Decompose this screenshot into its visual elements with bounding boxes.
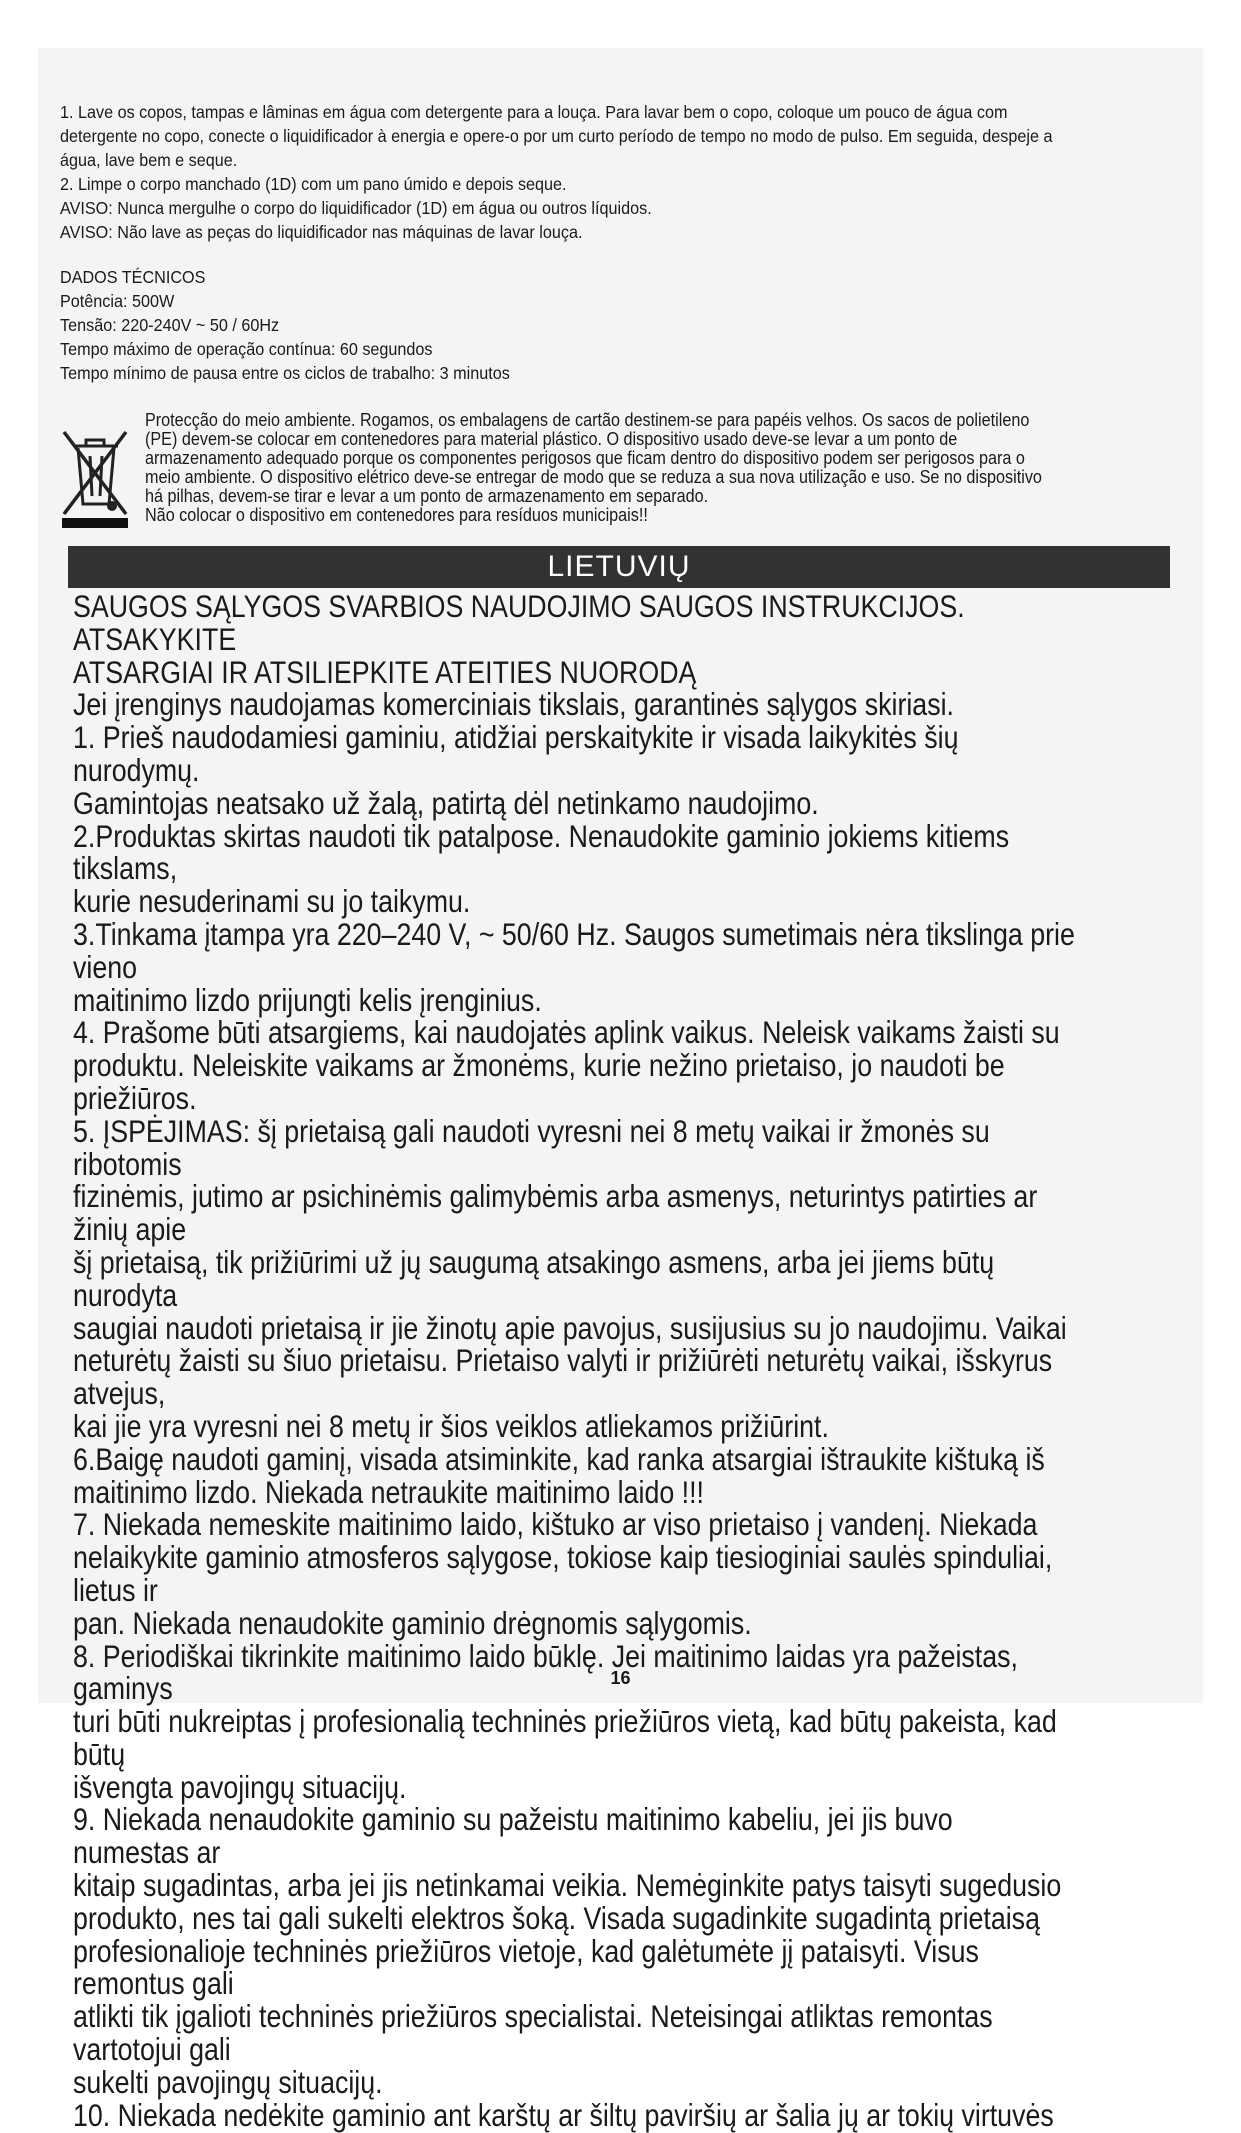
text-line: kai jie yra vyresni nei 8 metų ir šios veiklos atliekamos prižiūrint.	[73, 1407, 829, 1444]
text-line: išvengta pavojingų situacijų.	[73, 1768, 407, 1805]
text-line: (PE) devem-se colocar em contenedores para material plástico. O dispositivo usado deve-se levar a um ponto de	[145, 428, 958, 449]
section-banner	[68, 546, 1170, 588]
text-line: maitinimo lizdo. Niekada netraukite maitinimo laido !!!	[73, 1473, 704, 1510]
text-line: água, lave bem e seque.	[60, 150, 238, 170]
text-line: Protecção do meio ambiente. Rogamos, os embalagens de cartão destinem-se para papéis velhos. Os sacos de polietileno	[145, 409, 1030, 430]
warning-line: AVISO: Nunca mergulhe o corpo do liquidificador (1D) em água ou outros líquidos.	[60, 198, 652, 218]
page-number: 16	[610, 1668, 631, 1688]
text-line: 10. Niekada nedėkite gaminio ant karštų ar šiltų paviršių ar šalia jų ar tokių virtuvės	[73, 2096, 1054, 2133]
text-line: 2. Limpe o corpo manchado (1D) com um pano úmido e depois seque.	[60, 174, 567, 194]
spec-line: Tempo máximo de operação contínua: 60 segundos	[60, 339, 433, 359]
text-line: 7. Niekada nemeskite maitinimo laido, kištuko ar viso prietaiso į vandenį. Niekada	[73, 1506, 1038, 1543]
environment-notice	[60, 410, 1190, 535]
section-title: LIETUVIŲ	[547, 550, 691, 583]
text-line: 1. Prieš naudodamiesi gaminiu, atidžiai perskaitykite ir visada laikykitės šių nurodymų.	[73, 719, 959, 788]
text-line: Gamintojas neatsako už žalą, patirtą dėl netinkamo naudojimo.	[73, 784, 819, 821]
portuguese-cleaning-instructions	[60, 100, 1100, 244]
text-line: 2.Produktas skirtas naudoti tik patalpose. Nenaudokite gaminio jokiems kitiems tikslams,	[73, 817, 1010, 887]
warning-line: AVISO: Não lave as peças do liquidificador nas máquinas de lavar louça.	[60, 222, 583, 242]
text-line: 4. Prašome būti atsargiems, kai naudojatės aplink vaikus. Neleisk vaikams žaisti su	[73, 1014, 1060, 1051]
spec-line: Tempo mínimo de pausa entre os ciclos de trabalho: 3 minutos	[60, 363, 510, 383]
text-line: Não colocar o dispositivo em contenedores para resíduos municipais!!	[145, 504, 648, 525]
text-line: fizinėmis, jutimo ar psichinėmis galimybėmis arba asmenys, neturintys patirties ar žinių apie	[73, 1178, 1038, 1248]
text-line: 5. ĮSPĖJIMAS: šį prietaisą gali naudoti vyresni nei 8 metų vaikai ir žmonės su ribotomis	[73, 1112, 990, 1182]
text-line: 8. Periodiškai tikrinkite maitinimo laido būklę. Jei maitinimo laidas yra pažeistas, gaminys	[73, 1637, 1018, 1707]
technical-data-title: DADOS TÉCNICOS	[60, 267, 206, 287]
text-line: 3.Tinkama įtampa yra 220–240 V, ~ 50/60 Hz. Saugos sumetimais nėra tikslinga prie vieno	[73, 915, 1075, 985]
text-line: meio ambiente. O dispositivo elétrico deve-se entregar de modo que se reduza a sua nova utilização e uso. Se no dispositivo	[145, 466, 1042, 487]
text-line: profesionalioje techninės priežiūros vietoje, kad galėtumėte jį pataisyti. Visus remontus gali	[73, 1932, 979, 2002]
text-line: saugiai naudoti prietaisą ir jie žinotų apie pavojus, susijusius su jo naudojimu. Vaikai	[73, 1309, 1067, 1346]
heading-line: SAUGOS SĄLYGOS SVARBIOS NAUDOJIMO SAUGOS INSTRUKCIJOS. ATSAKYKITE	[73, 588, 965, 657]
text-line: Jei įrenginys naudojamas komerciniais tikslais, garantinės sąlygos skiriasi.	[73, 686, 954, 723]
text-line: turi būti nukreiptas į profesionalią techninės priežiūros vietą, kad būtų pakeista, kad būtų	[73, 1703, 1057, 1772]
text-line: šį prietaisą, tik prižiūrimi už jų saugumą atsakingo asmens, arba jei jiems būtų nurodyta	[73, 1243, 995, 1313]
environment-text	[145, 410, 1131, 524]
text-line: kurie nesuderinami su jo taikymu.	[73, 883, 471, 920]
spec-line: Tensão: 220-240V ~ 50 / 60Hz	[60, 315, 280, 335]
text-line: pan. Niekada nenaudokite gaminio drėgnomis sąlygomis.	[73, 1604, 752, 1641]
text-line: neturėtų žaisti su šiuo prietaisu. Prietaiso valyti ir prižiūrėti neturėtų vaikai, išskyrus atvejus,	[73, 1342, 1053, 1412]
text-line: 6.Baigę naudoti gaminį, visada atsiminkite, kad ranka atsargiai ištraukite kištuką iš	[73, 1440, 1045, 1477]
text-line: armazenamento adequado porque os componentes perigosos que ficam dentro do dispositivo podem ser perigosos para o	[145, 447, 1025, 468]
text-line: 1. Lave os copos, tampas e lâminas em água com detergente para a louça. Para lavar bem o copo, coloque um pouco de água com	[60, 102, 1008, 122]
weee-crossed-bin-icon	[60, 418, 130, 530]
text-line: produkto, nes tai gali sukelti elektros šoką. Visada sugadinkite sugadintą prietaisą	[73, 1899, 1040, 1936]
text-line: atlikti tik įgalioti techninės priežiūros specialistai. Neteisingai atliktas remontas vartotojui gali	[73, 1998, 993, 2068]
text-line: 9. Niekada nenaudokite gaminio su pažeistu maitinimo kabeliu, jei jis buvo numestas ar	[73, 1801, 953, 1871]
text-line: maitinimo lizdo prijungti kelis įrenginius.	[73, 981, 542, 1018]
lithuanian-safety-instructions	[73, 590, 1076, 2131]
text-line: produktu. Neleiskite vaikams ar žmonėms, kurie nežino prietaiso, jo naudoti be priežiūros.	[73, 1047, 1005, 1116]
text-line: detergente no copo, conecte o liquidificador à energia e opere-o por um curto período de tempo no modo de pulso. Em seguida, despeje a	[60, 126, 1053, 146]
heading-line: ATSARGIAI IR ATSILIEPKITE ATEITIES NUORODĄ	[73, 653, 697, 690]
text-line: sukelti pavojingų situacijų.	[73, 2063, 383, 2100]
spec-line: Potência: 500W	[60, 291, 175, 311]
text-line: nelaikykite gaminio atmosferos sąlygose, tokiose kaip tiesioginiai saulės spinduliai, lietus ir	[73, 1539, 1053, 1608]
technical-data	[60, 265, 510, 385]
text-line: kitaip sugadintas, arba jei jis netinkamai veikia. Nemėginkite patys taisyti sugedusio	[73, 1867, 1062, 1904]
text-line: há pilhas, devem-se tirar e levar a um ponto de armazenamento em separado.	[145, 485, 709, 506]
